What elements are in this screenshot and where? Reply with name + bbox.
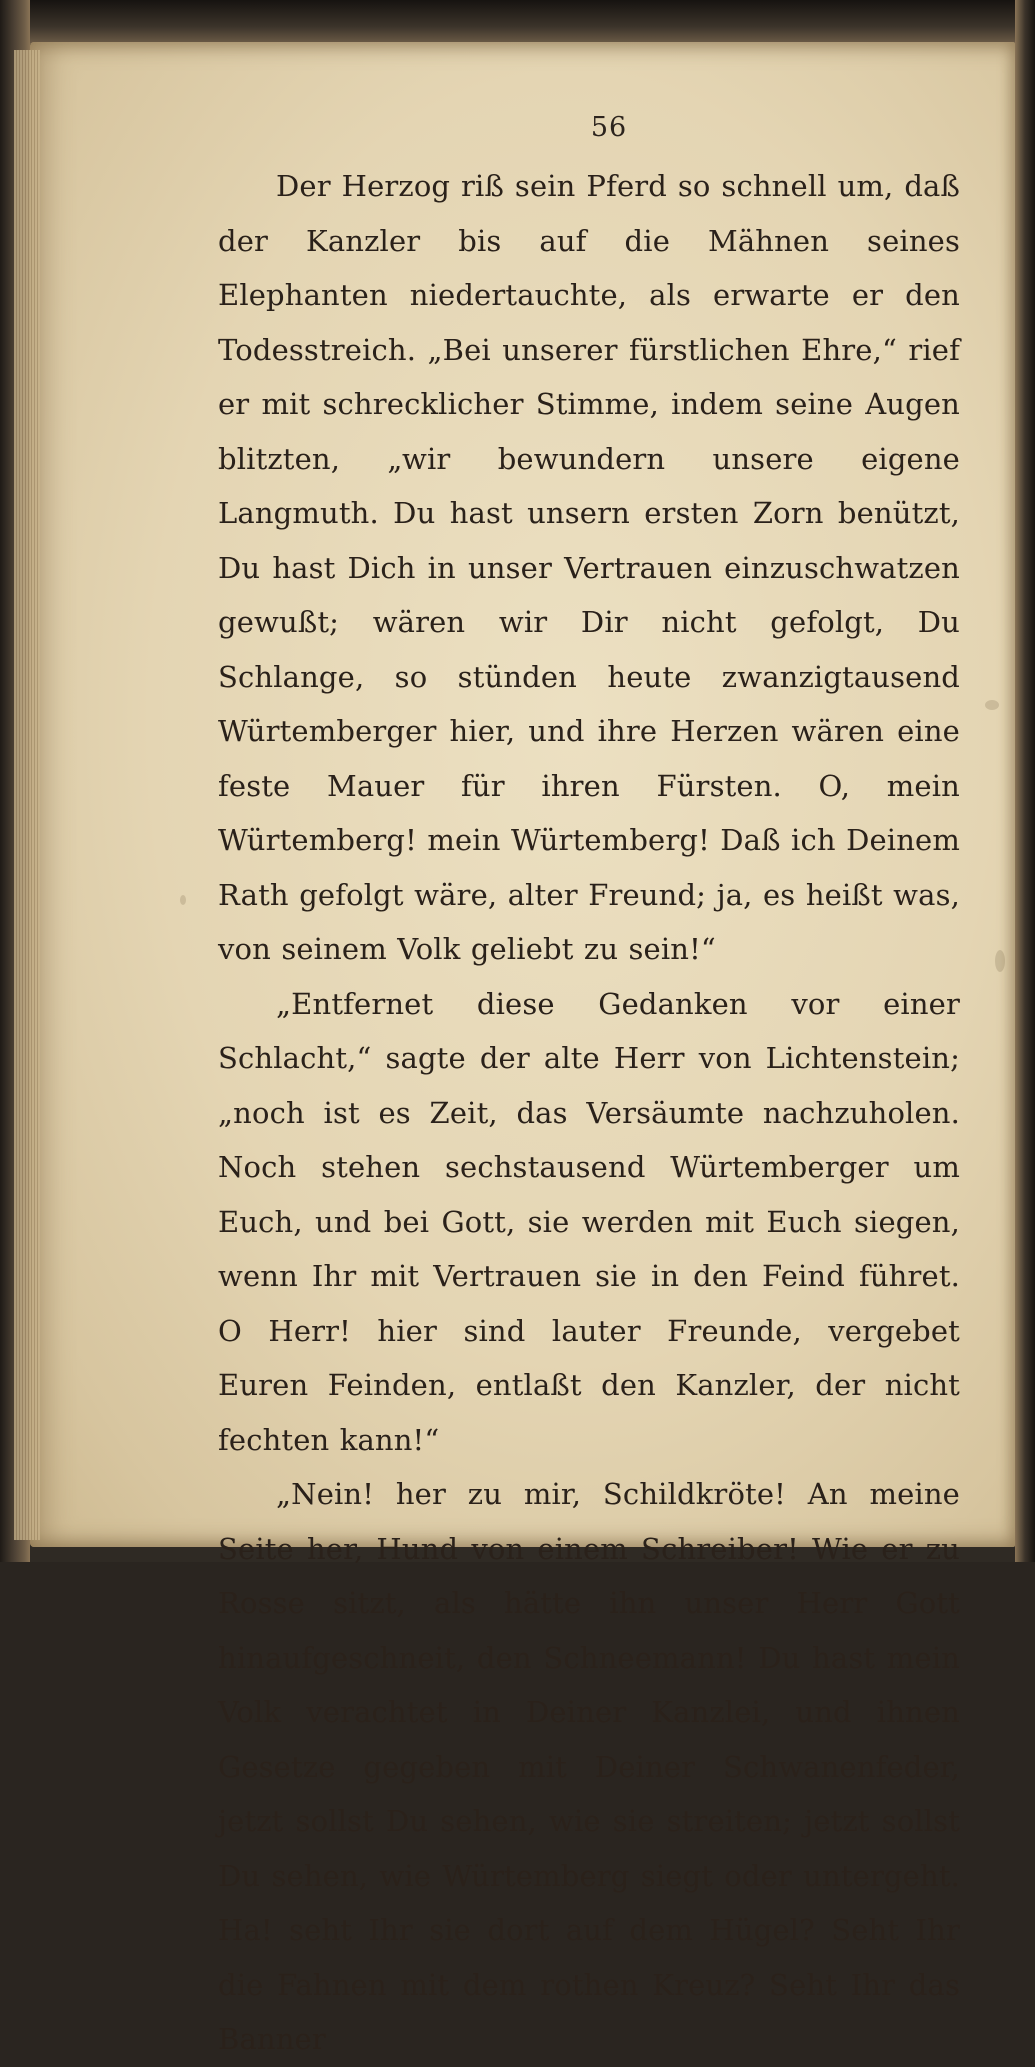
paragraph-3: „Nein! her zu mir, Schildkröte! An meine Seite her, Hund von einem Schreiber! Wie er zu Rosse sitzt, als hätte ihn unser Herr Gott hinaufgeschneit, den Schneemann! Du hast mein Volk verachtet in Deiner Kanzlei, und ihnen Gesetze gegeben mit Deiner Schwanenfeder, jetzt sollst Du sehen, wie sie streiten; jetzt sollst Du sehen, wie Würtemberg siegt oder untergeht. Ha! seht Ihr sie dort auf dem Hügel? Seht Ihr die Fahnen mit dem rothen Kreuz? Seht Ihr das Banner bbox=[218, 1477, 960, 2056]
paper-stain bbox=[995, 950, 1005, 972]
page-number: 56 bbox=[590, 112, 628, 143]
page-content bbox=[218, 112, 960, 2067]
paper-stain bbox=[180, 895, 186, 905]
paper-stain bbox=[985, 700, 999, 710]
book-top-edge bbox=[0, 0, 1035, 44]
paragraph-2: „Entfernet diese Gedanken vor einer Schlacht,“ sagte der alte Herr von Lichtenstein; „noch ist es Zeit, das Versäumte nachzuholen. Noch stehen sechstausend Würtemberger um Euch, und bei Gott, sie werden mit Euch siegen, wenn Ihr mit Vertrauen sie in den Feind führet. O Herr! hier sind lauter Freunde, vergebet Euren Feinden, entlaßt den Kanzler, der nicht fechten kann!“ bbox=[218, 986, 960, 1457]
book-right-edge bbox=[1015, 0, 1035, 1562]
page-edges bbox=[14, 50, 40, 1540]
paragraph-1: Der Herzog riß sein Pferd so schnell um, daß der Kanzler bis auf die Mähnen seines Elephanten niedertauchte, als erwarte er den Todesstreich. „Bei unserer fürstlichen Ehre,“ rief er mit schrecklicher Stimme, indem seine Augen blitzten, „wir bewundern unsere eigene Langmuth. Du hast unsern ersten Zorn benützt, Du hast Dich in unser Vertrauen einzuschwatzen gewußt; wären wir Dir nicht gefolgt, Du Schlange, so stünden heute zwanzigtausend Würtemberger hier, und ihre Herzen wären eine feste Mauer für ihren Fürsten. O, mein Würtemberg! mein Würtemberg! Daß ich Deinem Rath gefolgt wäre, alter Freund; ja, es heißt was, von seinem Volk geliebt zu sein!“ bbox=[218, 169, 960, 966]
